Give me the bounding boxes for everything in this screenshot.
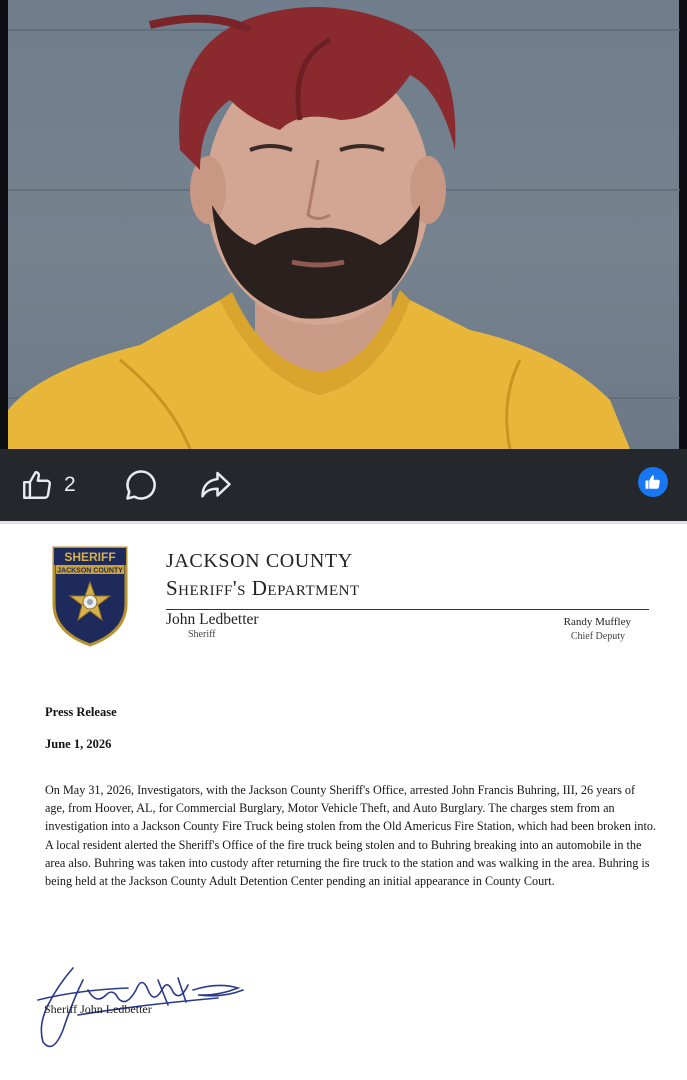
sheriff-badge-logo bbox=[50, 544, 130, 648]
comment-button[interactable] bbox=[123, 449, 159, 521]
thumbs-up-icon bbox=[20, 468, 54, 502]
badge-top-text: SHERIFF bbox=[64, 550, 116, 564]
share-button[interactable] bbox=[198, 449, 234, 521]
letterhead-rule bbox=[166, 609, 649, 610]
post-action-bar bbox=[0, 449, 687, 521]
comment-icon bbox=[123, 467, 159, 503]
badge-banner-text: JACKSON COUNTY bbox=[57, 567, 123, 575]
press-release-document bbox=[0, 524, 687, 1080]
deputy-title: Chief Deputy bbox=[570, 631, 625, 642]
deputy-name: Randy Muffley bbox=[563, 616, 631, 628]
department-name: Sheriff's Department bbox=[166, 576, 360, 600]
sheriff-title: Sheriff bbox=[188, 629, 216, 640]
like-button[interactable] bbox=[20, 449, 76, 521]
facebook-like-icon[interactable] bbox=[638, 467, 668, 497]
sheriff-name: John Ledbetter bbox=[166, 611, 259, 628]
county-name: JACKSON COUNTY bbox=[166, 550, 353, 572]
share-icon bbox=[198, 467, 234, 503]
release-heading: Press Release bbox=[45, 705, 117, 719]
release-date: June 1, 2026 bbox=[45, 737, 112, 751]
mugshot-photo[interactable] bbox=[0, 0, 687, 449]
release-body: On May 31, 2026, Investigators, with the Jackson County Sheriff's Office, arrested John Francis Buhring, III, 26 years of age, from Hoover, AL, for Commercial Burglary, Motor Vehicle Theft, and Auto Burglary. The charges stem from an investigation into a Jackson County Fire Truck being stolen from the Old Americus Fire Station, which had been broken into. A local resident alerted the Sheriff's Office of the fire truck being stolen and to Buhring breaking into an automobile in the area also. Buhring was taken into custody after returning the fire truck to the station and was walking in the area. Buhring is being held at the Jackson County Adult Detention Center pending an initial appearance in County Court. bbox=[45, 783, 656, 889]
mugshot-illustration bbox=[0, 0, 687, 449]
like-count: 2 bbox=[64, 473, 76, 496]
signature-label: Sheriff John Ledbetter bbox=[44, 1002, 152, 1016]
